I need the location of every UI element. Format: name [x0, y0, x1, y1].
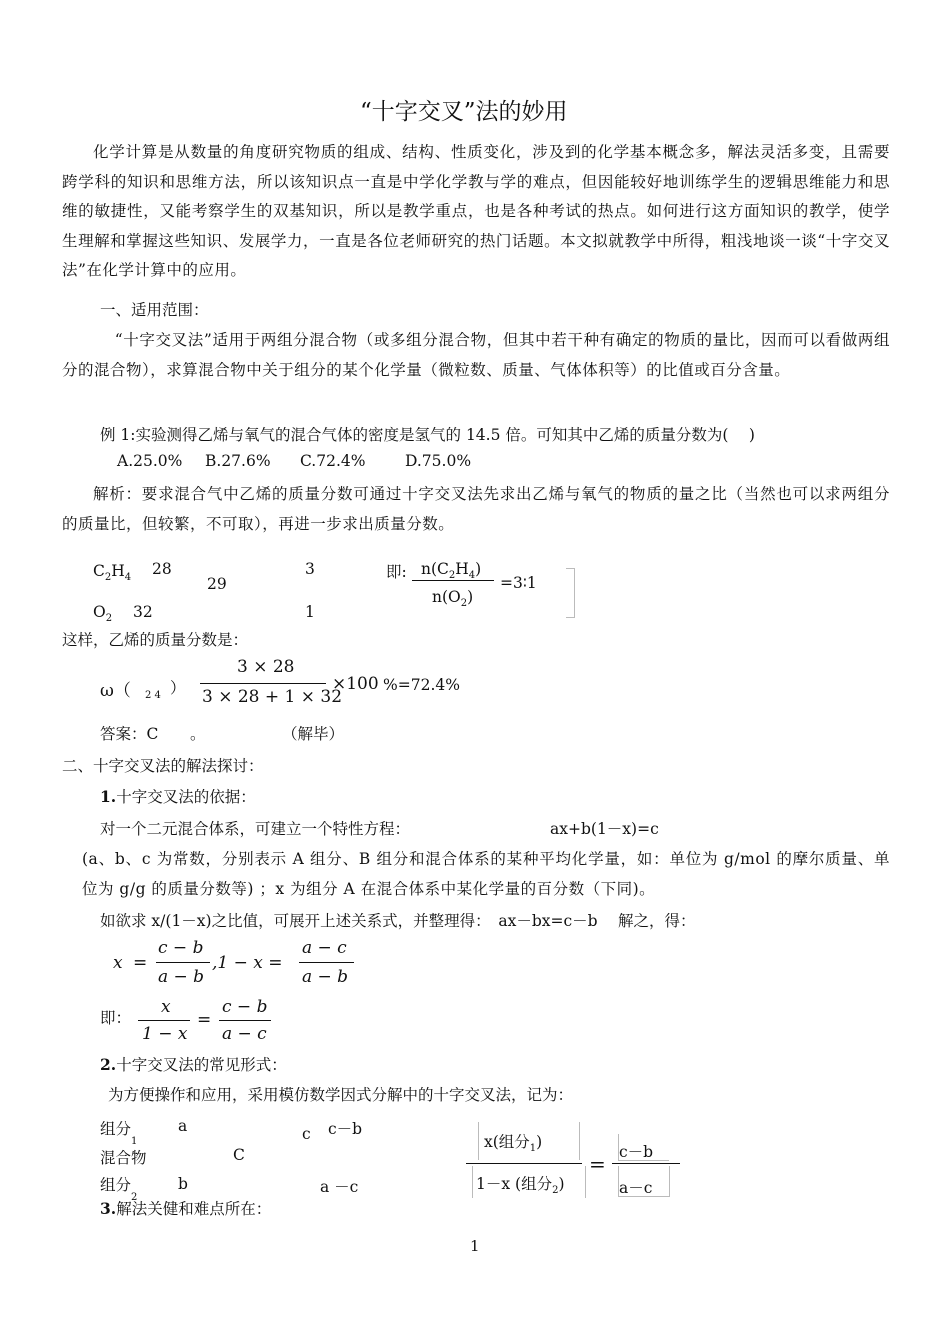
- formula3-eq: =: [197, 1010, 212, 1030]
- mixture-C: C: [233, 1146, 245, 1164]
- component1-c: c: [302, 1125, 311, 1143]
- section1-text: “十字交叉法”适用于两组分混合物（或多组分混合物，但其中若干种有确定的物质的量比，因而可以看做两组分的混合物），求算混合物中关于组分的某个化学量（微粒数、质量、气体体积等）的比值或百分含量。: [62, 331, 890, 379]
- ratio-label: 即:: [386, 563, 407, 581]
- formula2-bar: [299, 962, 354, 963]
- ratio-result: =3∶1: [500, 574, 537, 592]
- page-title: “十字交叉”法的妙用: [360, 99, 568, 125]
- formula1-bar: [156, 962, 210, 963]
- mixture-label: 混合物: [100, 1149, 147, 1167]
- ratio-c-minus-b: c－b: [619, 1143, 654, 1161]
- ratio-a-minus-c: a－c: [619, 1179, 653, 1197]
- mass-fraction-lead: 这样，乙烯的质量分数是：: [62, 631, 249, 649]
- characteristic-equation: ax+b(1－x)=c: [550, 820, 659, 838]
- mass-fraction-bar: [200, 683, 326, 684]
- frac-x-component1: x(组分$_1$): [484, 1133, 543, 1155]
- omega-close: ）: [170, 679, 186, 697]
- omega-symbol: ω（: [100, 681, 131, 701]
- times-100: ×100: [332, 674, 379, 694]
- frac-1-minus-x-component2: 1－x (组分$_2$): [476, 1175, 565, 1197]
- ratio-bar: [612, 1163, 680, 1164]
- example-1: 例 1:实验测得乙烯与氧气的混合气体的密度是氢气的 14.5 倍。可知其中乙烯的质量分数为( ): [100, 426, 755, 444]
- subsection-3-title: 3.解法关健和难点所在：: [100, 1199, 272, 1218]
- section2-heading: 二、十字交叉法的解法探讨：: [62, 757, 264, 775]
- page-number: 1: [470, 1237, 480, 1255]
- component1-label: 组分$_1$: [100, 1120, 138, 1148]
- formula3-denominator: 1 − x: [142, 1024, 188, 1044]
- answer-end: （解毕）: [282, 725, 345, 743]
- formula4-numerator: c − b: [222, 997, 268, 1017]
- component2-a-minus-c: a －c: [320, 1178, 359, 1196]
- c2h4-formula: $C_2H_4$: [93, 562, 132, 584]
- component1-c-minus-b: c－b: [328, 1120, 363, 1138]
- frac-equals: =: [589, 1152, 606, 1176]
- omega-subscript: 2 4: [145, 690, 161, 701]
- answer-dot: 。: [190, 725, 206, 743]
- bracket-mark: [566, 568, 575, 618]
- value-29: 29: [207, 575, 227, 593]
- value-3: 3: [305, 560, 315, 578]
- value-28: 28: [152, 560, 172, 578]
- o2-formula: $O_2$: [93, 603, 113, 625]
- component2-b: b: [178, 1175, 188, 1193]
- section1-heading: 一、适用范围：: [100, 301, 209, 319]
- formula1-numerator: c − b: [158, 938, 204, 958]
- formula-x: x: [113, 953, 123, 973]
- frac-bar: [466, 1163, 582, 1164]
- component2-label: 组分$_2$: [100, 1176, 138, 1204]
- analysis-paragraph: 解析：要求混合气中乙烯的质量分数可通过十字交叉法先求出乙烯与氧气的物质的量之比（当然也可以求两组分的质量比，但较繁，不可取），再进一步求出质量分数。: [62, 485, 890, 533]
- expand-text: 如欲求 x/(1－x)之比值，可展开上述关系式，并整理得： ax－bx=c－b 解之，得：: [100, 912, 696, 930]
- formula4-bar: [219, 1020, 271, 1021]
- intro-paragraph: 化学计算是从数量的角度研究物质的组成、结构、性质变化，涉及到的化学基本概念多，解法灵活多变，且需要跨学科的知识和思维方法，所以该知识点一直是中学化学教与学的难点，但因能较好地训练学生的逻辑思维能力和思维的敏捷性，又能考察学生的双基知识，所以是教学重点，也是各种考试的热点。如何进行这方面知识的教学，使学生理解和掌握这些知识、发展学力，一直是各位老师研究的热门话题。本文拟就教学中所得，粗浅地谈一谈“十字交叉法”在化学计算中的应用。: [62, 143, 890, 279]
- ratio-fraction-bar: [412, 580, 494, 581]
- value-1: 1: [305, 603, 315, 621]
- formula2-denominator: a − b: [302, 967, 349, 987]
- formula3-numerator: x: [161, 997, 171, 1017]
- ratio-numerator: $n(C_2H_4)$: [421, 560, 482, 582]
- formula2-numerator: a − c: [302, 938, 347, 958]
- option-a: A.25.0%: [117, 452, 183, 470]
- mass-fraction-result: %=72.4%: [383, 676, 460, 694]
- constants-note: (a、b、c 为常数，分别表示 A 组分、B 组分和混合体系的某种平均化学量，如：单位为 g/mol 的摩尔质量、单位为 g/g 的质量分数等) ；x 为组分 A 在混合体系中某化学量的百分数（下同)。: [82, 850, 890, 898]
- mass-fraction-numerator: 3 × 28: [237, 657, 295, 677]
- mass-fraction-denominator: 3 × 28 + 1 × 32: [202, 687, 343, 707]
- formula-eq: =: [133, 953, 148, 973]
- option-c: C.72.4%: [300, 452, 366, 470]
- component1-a: a: [178, 1117, 188, 1135]
- equation-intro: 对一个二元混合体系，可建立一个特性方程：: [100, 820, 411, 838]
- subsection-2-title: 2.十字交叉法的常见形式：: [100, 1055, 287, 1074]
- ratio-denominator: $n(O_2)$: [432, 588, 474, 610]
- subsection-1-title: 1.十字交叉法的依据：: [100, 787, 256, 806]
- formula4-denominator: a − c: [222, 1024, 267, 1044]
- subsection-2-text: 为方便操作和应用，采用模仿数学因式分解中的十字交叉法，记为：: [108, 1086, 574, 1104]
- answer-label: 答案：C: [100, 725, 159, 743]
- option-d: D.75.0%: [405, 452, 472, 470]
- ji-label: 即：: [100, 1009, 132, 1027]
- formula3-bar: [138, 1020, 190, 1021]
- formula-1-minus-x: ,1 − x =: [212, 953, 283, 973]
- formula1-denominator: a − b: [158, 967, 205, 987]
- value-32: 32: [133, 603, 153, 621]
- option-b: B.27.6%: [205, 452, 271, 470]
